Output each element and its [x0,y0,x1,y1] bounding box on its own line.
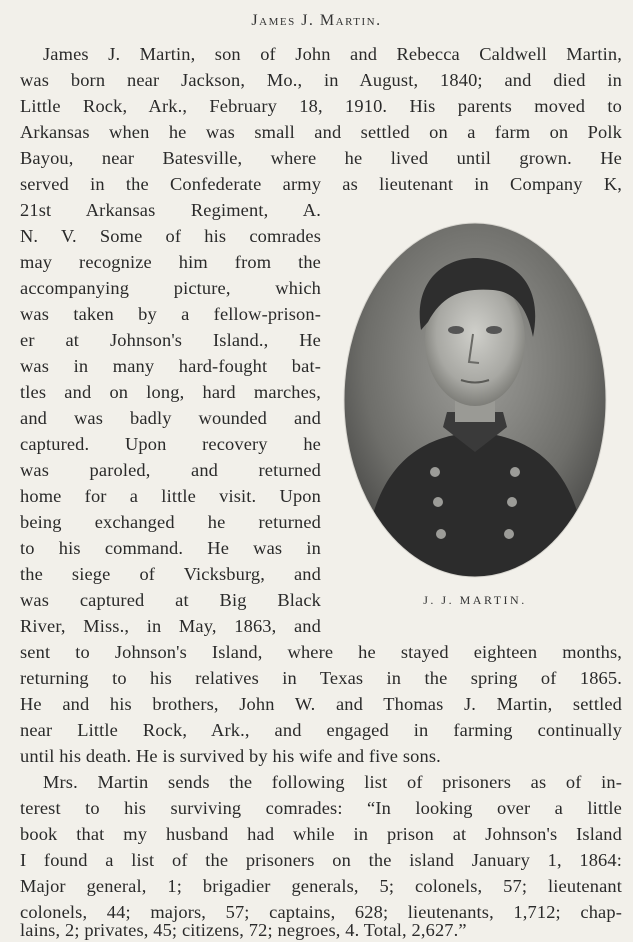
portrait-photo [343,222,607,578]
text-line: until his death. He is survived by his wife and five sons. [20,746,441,766]
text-line: near Little Rock, Ark., and engaged in farming continually [20,720,622,740]
text-line: He and his brothers, John W. and Thomas J. Martin, settled [20,694,622,714]
article-title: James J. Martin. [251,12,382,29]
text-line: colonels, 44; majors, 57; captains, 628; lieutenants, 1,712; chap- [20,902,622,922]
text-line: accompanying picture, which [20,278,321,298]
text-line: was taken by a fellow-prison- [20,304,321,324]
text-line: served in the Confederate army as lieutenant in Company K, [20,174,622,194]
text-line: was in many hard-fought bat- [20,356,321,376]
portrait-caption: J. J. MARTIN. [423,593,527,607]
text-line: was paroled, and returned [20,460,321,480]
text-line: Mrs. Martin sends the following list of prisoners as of in- [43,772,622,792]
text-line: James J. Martin, son of John and Rebecca Caldwell Martin, [43,44,622,64]
text-line: tles and on long, hard marches, [20,382,321,402]
text-line: and was badly wounded and [20,408,321,428]
text-line: was captured at Big Black [20,590,321,610]
text-line: er at Johnson's Island., He [20,330,321,350]
text-line: I found a list of the prisoners on the island January 1, 1864: [20,850,622,870]
text-line: lains, 2; privates, 45; citizens, 72; negroes, 4. Total, 2,627.” [20,920,467,940]
text-line: Little Rock, Ark., February 18, 1910. His parents moved to [20,96,622,116]
text-line: Bayou, near Batesville, where he lived until grown. He [20,148,622,168]
text-line: home for a little visit. Upon [20,486,321,506]
text-line: returning to his relatives in Texas in the spring of 1865. [20,668,622,688]
text-line: was born near Jackson, Mo., in August, 1840; and died in [20,70,622,90]
text-line: the siege of Vicksburg, and [20,564,321,584]
text-line: River, Miss., in May, 1863, and [20,616,321,636]
text-line: terest to his surviving comrades: “In looking over a little [20,798,622,818]
text-line: captured. Upon recovery he [20,434,321,454]
text-line: Major general, 1; brigadier generals, 5; colonels, 57; lieutenant [20,876,622,896]
text-line: sent to Johnson's Island, where he stayed eighteen months, [20,642,622,662]
text-line: to his command. He was in [20,538,321,558]
text-line: book that my husband had while in prison at Johnson's Island [20,824,622,844]
text-line: being exchanged he returned [20,512,321,532]
text-line: 21st Arkansas Regiment, A. [20,200,321,220]
text-line: N. V. Some of his comrades [20,226,321,246]
text-line: may recognize him from the [20,252,321,272]
text-line: Arkansas when he was small and settled on a farm on Polk [20,122,622,142]
